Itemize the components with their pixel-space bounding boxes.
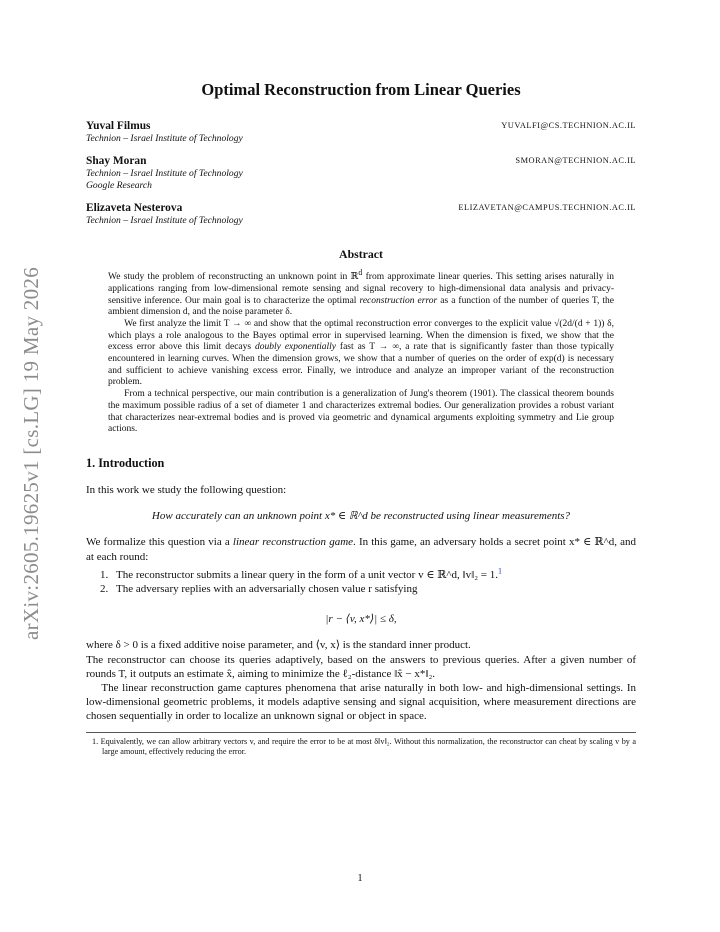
game-steps (100, 568, 636, 596)
author-name: Shay Moran (86, 154, 147, 167)
abstract-paragraph: We first analyze the limit T → ∞ and show that the optimal reconstruction error converges to the explicit value √(2d/(d + 1)) δ, which plays a role analogous to the Bayes optimal error in supervised learning. When the dimension is fixed, we show that the excess error above this limit decays doubly exponentially fast as T → ∞, a rate that is significantly faster than those typically encountered in learning curves. When the dimension grows, we show that a number of queries on the order of exp(d) is necessary and sufficient to achieve vanishing excess error. Finally, we introduce and analyze an improper variant of the reconstruction problem. (108, 318, 614, 388)
author-affiliation: Technion – Israel Institute of Technology (86, 214, 243, 226)
author-block (86, 119, 636, 146)
intro-paragraph: The reconstructor can choose its queries adaptively, based on the answers to previous queries. After a given number of rounds T, it outputs an estimate x̂, aiming to minimize the ℓ₂-distance ‖x̂ − x*‖₂. (86, 653, 636, 680)
intro-body (86, 483, 636, 724)
abstract (108, 267, 614, 436)
author-affiliation: Technion – Israel Institute of Technology (86, 133, 243, 144)
author-name: Elizaveta Nesterova (86, 201, 183, 214)
arxiv-stamp: arXiv:2605.19625v1 [cs.LG] 19 May 2026 (18, 266, 43, 640)
footnote-link[interactable]: 1 (498, 566, 503, 576)
intro-where: where δ > 0 is a fixed additive noise parameter, and ⟨v, x⟩ is the standard inner product. (86, 639, 471, 652)
footnote: 1. Equivalently, we can allow arbitrary vectors v, and require the error to be at most δ‖v‖₂. Without this normalization, the reconstructor can cheat by scaling v by a large amount, effectively reducing the error. (92, 736, 636, 757)
abstract-heading: Abstract (339, 247, 383, 261)
equation: |r − ⟨v, x*⟩| ≤ δ, (325, 613, 397, 626)
paper-content (86, 80, 636, 758)
page-number: 1 (357, 873, 363, 884)
abstract-paragraph: From a technical perspective, our main contribution is a generalization of Jung's theorem (1901). The classical theorem bounds the maximum possible radius of a set of diameter 1 and characterizes extremal bodies. Our generalization provides a robust variant that characterizes near-extremal bodies and is proved via geometric and dynamical arguments exploiting symmetry and Lie group actions. (108, 389, 614, 435)
author-affiliation: Google Research (86, 180, 152, 191)
author-affiliation: Technion – Israel Institute of Technology (86, 167, 243, 179)
author-email[interactable]: ELIZAVETAN@CAMPUS.TECHNION.AC.IL (458, 202, 636, 212)
intro-paragraph: The linear reconstruction game captures phenomena that arise naturally in both low- and high-dimensional settings. In low-dimensional geometric problems, it models adaptive sensing and signal acquisition, where measurement directions are chosen sequentially in order to localize an unknown signal or object in space. (86, 682, 636, 723)
intro-paragraph: We formalize this question via a linear reconstruction game. In this game, an adversary holds a secret point x* ∈ ℝ^d, and at each round: (86, 536, 637, 563)
author-block (86, 154, 636, 193)
author-email[interactable]: SMORAN@TECHNION.AC.IL (515, 155, 636, 165)
intro-lead: In this work we study the following question: (86, 484, 287, 496)
author-name: Yuval Filmus (86, 120, 151, 132)
section-heading: 1. Introduction (86, 456, 165, 470)
abstract-paragraph: We study the problem of reconstructing an unknown point in ℝ$^d$ from approximate linear queries. This setting arises naturally in applications ranging from low-dimensional remote sensing and signal recovery to high-dimensional data analysis and privacy-sensitive inference. Our main goal is to characterize the optimal reconstruction error as a function of the number of queries T, the ambient dimension d, and the noise parameter δ. (108, 268, 615, 318)
game-step: 2. The adversary replies with an adversarially chosen value r satisfying (100, 583, 418, 596)
paper-title: Optimal Reconstruction from Linear Queries (201, 80, 521, 99)
research-question: How accurately can an unknown point x* ∈ ℝ^d be reconstructed using linear measurements? (151, 510, 571, 523)
author-email[interactable]: YUVALFI@CS.TECHNION.AC.IL (501, 121, 636, 130)
author-block (86, 201, 636, 228)
game-step: 1. The reconstructor submits a linear query in the form of a unit vector v ∈ ℝ^d, ‖v‖₂ = 1.$^1$ (100, 566, 503, 581)
footnotes (86, 732, 636, 758)
